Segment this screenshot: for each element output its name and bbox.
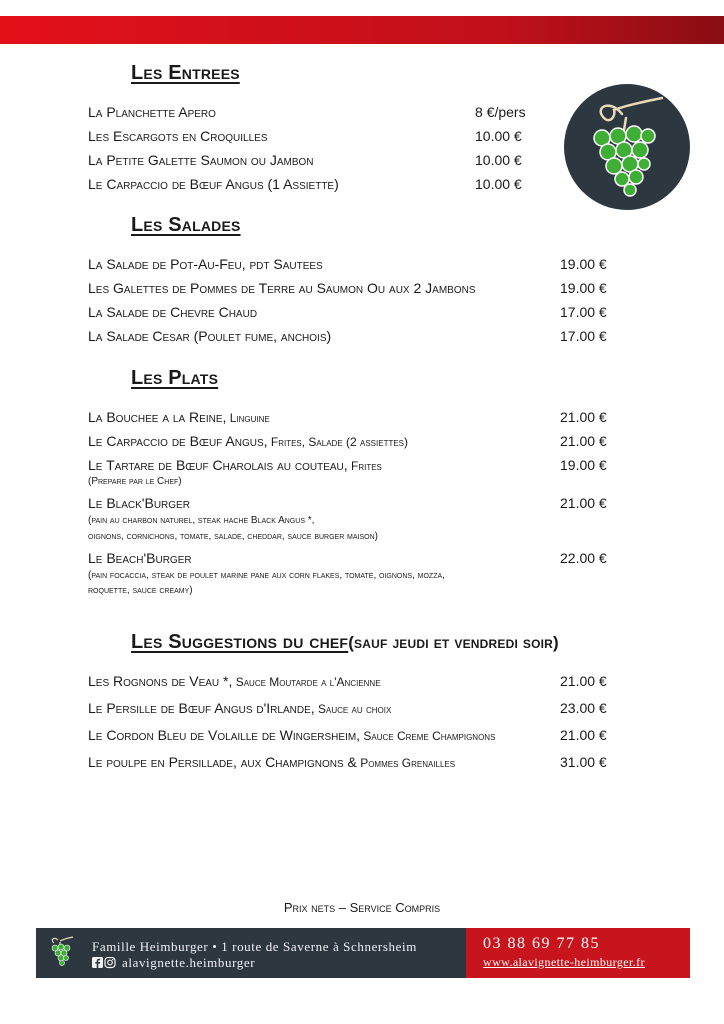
menu-item: La Salade de Chevre Chaud <box>88 304 258 320</box>
menu-item: La Bouchee a la Reine, Linguine <box>88 409 270 425</box>
menu-item-price: 8 €/pers <box>475 104 526 120</box>
menu-item-price: 10.00 € <box>475 128 522 144</box>
section-title-suggestions: Les Suggestions du chef(sauf jeudi et vendredi soir) <box>131 631 559 653</box>
menu-item: La Salade Cesar (Poulet fume, anchois) <box>88 328 332 344</box>
grape-logo-icon <box>564 84 690 210</box>
facebook-icon <box>92 957 103 968</box>
menu-item: La Planchette Apero <box>88 104 216 120</box>
menu-item: Le Carpaccio de Bœuf Angus (1 Assiette) <box>88 176 339 192</box>
menu-item: Le Black'Burger <box>88 495 190 511</box>
footer-note: Prix nets – Service Compris <box>283 900 441 915</box>
grape-logo-small-icon <box>48 934 76 970</box>
menu-item-note: (pain focaccia, steak de poulet marine pane aux corn flakes, tomate, oignons, mozza, <box>88 570 445 581</box>
menu-item-price: 21.00 € <box>560 673 607 689</box>
menu-item-price: 10.00 € <box>475 152 522 168</box>
footer-address: Famille Heimburger • 1 route de Saverne à Schnersheim <box>92 939 417 954</box>
menu-item-price: 19.00 € <box>560 280 607 296</box>
menu-item-price: 19.00 € <box>560 256 607 272</box>
menu-item: Le Tartare de Bœuf Charolais au couteau, Frites <box>88 457 382 473</box>
footer-social-handle: alavignette.heimburger <box>122 955 256 970</box>
section-title-salades: Les Salades <box>131 214 241 236</box>
footer-website-link[interactable]: www.alavignette-heimburger.fr <box>483 955 645 969</box>
top-red-band <box>0 16 724 44</box>
menu-item-price: 17.00 € <box>560 328 607 344</box>
menu-item-note: (pain au charbon naturel, steak hache Black Angus *, <box>88 515 315 526</box>
menu-item-price: 23.00 € <box>560 700 607 716</box>
footer-phone: 03 88 69 77 85 <box>483 935 600 952</box>
menu-item-note: roquette, sauce creamy) <box>88 585 193 596</box>
menu-item-price: 21.00 € <box>560 727 607 743</box>
menu-item-price: 21.00 € <box>560 433 607 449</box>
menu-item-price: 31.00 € <box>560 754 607 770</box>
menu-item-price: 22.00 € <box>560 550 607 566</box>
menu-item: La Salade de Pot-Au-Feu, pdt Sautees <box>88 256 323 272</box>
menu-item: Les Escargots en Croquilles <box>88 128 268 144</box>
menu-item: Les Rognons de Veau *, Sauce Moutarde a l'Ancienne <box>88 673 381 689</box>
menu-item-note: oignons, cornichons, tomate, salade, cheddar, sauce burger maison) <box>88 531 378 542</box>
section-title-plats: Les Plats <box>131 367 219 389</box>
menu-item: Le Carpaccio de Bœuf Angus, Frites, Salade (2 assiettes) <box>88 433 409 449</box>
menu-item: Le Beach'Burger <box>88 550 192 566</box>
social-icons <box>92 957 116 969</box>
menu-item-price: 21.00 € <box>560 409 607 425</box>
menu-item: Le Persille de Bœuf Angus d'Irlande, Sauce au choix <box>88 700 392 716</box>
menu-item-price: 19.00 € <box>560 457 607 473</box>
menu-item-price: 21.00 € <box>560 495 607 511</box>
menu-item-price: 17.00 € <box>560 304 607 320</box>
menu-item: Le poulpe en Persillade, aux Champignons & Pommes Grenailles <box>88 754 456 770</box>
menu-item: La Petite Galette Saumon ou Jambon <box>88 152 314 168</box>
menu-item: Les Galettes de Pommes de Terre au Saumon Ou aux 2 Jambons <box>88 280 476 296</box>
menu-item: Le Cordon Bleu de Volaille de Wingersheim, Sauce Creme Champignons <box>88 727 496 743</box>
instagram-icon <box>105 958 115 968</box>
section-title-entrees: Les Entrees <box>131 62 240 84</box>
menu-item-note: (Prepare par le Chef) <box>88 476 182 487</box>
menu-item-price: 10.00 € <box>475 176 522 192</box>
